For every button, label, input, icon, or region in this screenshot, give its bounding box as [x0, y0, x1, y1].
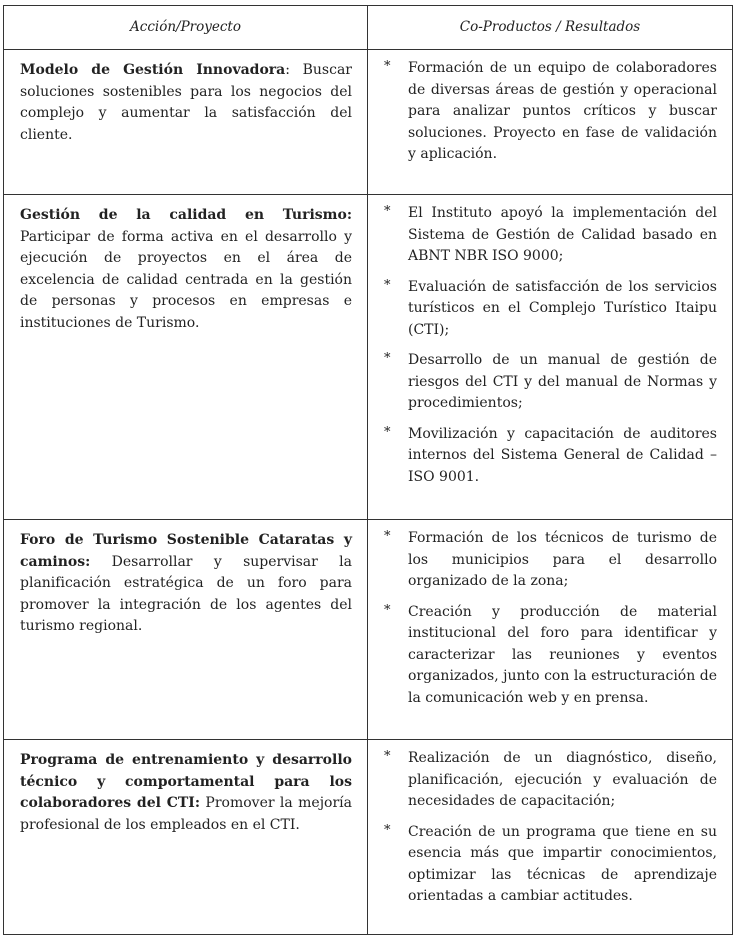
result-text: Evaluación de satisfacción de los servicios turísticos en el Complejo Turístico Itaipu (CTI);	[408, 278, 717, 338]
result-item	[384, 350, 717, 415]
result-text: Desarrollo de un manual de gestión de riesgos del CTI y del manual de Normas y procedimientos;	[408, 352, 717, 411]
result-text: Formación de un equipo de colaboradores de diversas áreas de gestión y operacional para analizar puntos críticos y buscar soluciones. Proyecto en fase de validación y aplicación.	[408, 60, 717, 162]
action-description: Desarrollar y supervisar la planificación estratégica de un foro para promover la integración de los agentes del turismo regional.	[20, 553, 352, 634]
action-description: Participar de forma activa en el desarrollo y ejecución de proyectos en el área de excelencia de calidad centrada en la gestión de personas y procesos en empresas e instituciones de Turismo.	[20, 228, 352, 331]
results-cell	[368, 195, 733, 520]
action-title: Modelo de Gestión Innovadora	[20, 62, 286, 78]
bullet-asterisk: *	[384, 529, 391, 544]
result-item	[384, 424, 717, 489]
result-text: Formación de los técnicos de turismo de los municipios para el desarrollo organizado de la zona;	[408, 530, 717, 589]
bullet-asterisk: *	[384, 59, 391, 74]
table-row	[4, 50, 733, 195]
action-cell	[4, 50, 368, 195]
bullet-asterisk: *	[384, 749, 391, 764]
bullet-asterisk: *	[384, 822, 391, 838]
bullet-asterisk: *	[384, 602, 391, 618]
results-cell	[368, 740, 733, 935]
bullet-asterisk: *	[384, 424, 391, 440]
action-results-table	[3, 5, 733, 935]
result-text: El Instituto apoyó la implementación del Sistema de Gestión de Calidad basado en ABNT NBR ISO 9000;	[408, 205, 717, 264]
table-row	[4, 740, 733, 935]
table-row	[4, 520, 733, 740]
action-cell	[4, 195, 368, 520]
result-item	[384, 602, 717, 710]
result-item	[384, 203, 717, 268]
action-description: : Buscar soluciones sostenibles para los negocios del complejo y aumentar la satisfacción del cliente.	[20, 62, 352, 143]
table-row	[4, 195, 733, 520]
result-item	[384, 822, 717, 908]
action-description: Promover la mejoría profesional de los empleados en el CTI.	[20, 795, 352, 833]
header-results: Co-Productos / Resultados	[368, 6, 733, 50]
action-title: Gestión de la calidad en Turismo:	[20, 207, 352, 223]
results-cell	[368, 50, 733, 195]
result-item	[384, 748, 717, 813]
action-title: Foro de Turismo Sostenible Cataratas y caminos:	[20, 532, 352, 570]
action-cell	[4, 740, 368, 935]
result-text: Realización de un diagnóstico, diseño, planificación, ejecución y evaluación de necesidades de capacitación;	[408, 750, 717, 809]
header-action: Acción/Proyecto	[4, 6, 368, 50]
results-cell	[368, 520, 733, 740]
result-text: Movilización y capacitación de auditores internos del Sistema General de Calidad – ISO 9001.	[408, 425, 717, 485]
result-item	[384, 277, 717, 342]
result-text: Creación de un programa que tiene en su esencia más que impartir conocimientos, optimizar las técnicas de aprendizaje orientadas a cambiar actitudes.	[408, 823, 717, 904]
header-row	[4, 6, 733, 50]
result-item	[384, 528, 717, 593]
action-title: Programa de entrenamiento y desarrollo técnico y comportamental para los colaboradores del CTI:	[20, 752, 352, 811]
result-item	[384, 58, 717, 166]
bullet-asterisk: *	[384, 204, 391, 219]
result-text: Creación y producción de material institucional del foro para identificar y caracterizar las reuniones y eventos organizados, junto con la estructuración de la comunicación web y en prensa.	[408, 603, 717, 706]
action-cell	[4, 520, 368, 740]
bullet-asterisk: *	[384, 277, 391, 293]
bullet-asterisk: *	[384, 351, 391, 366]
